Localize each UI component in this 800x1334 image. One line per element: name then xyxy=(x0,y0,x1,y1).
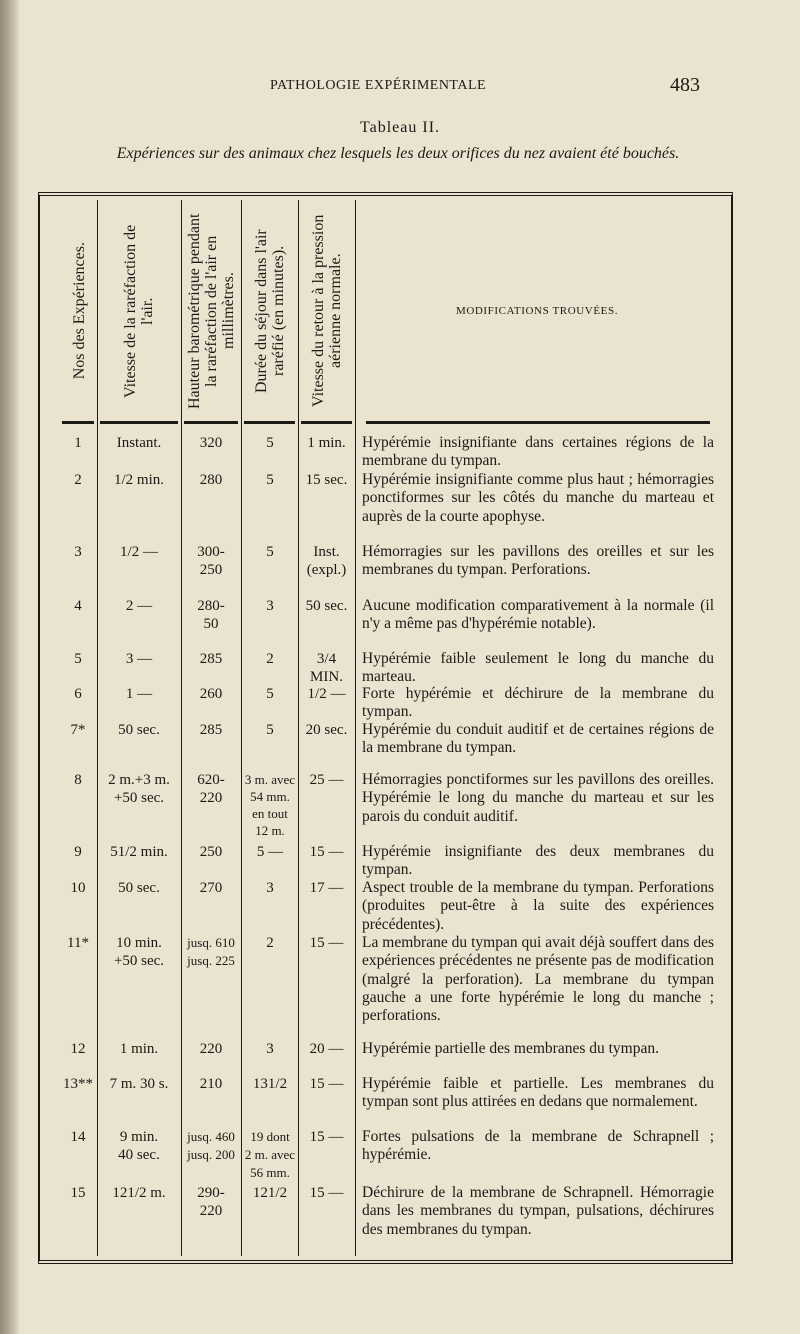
cell-hauteur: 300- 250 xyxy=(197,544,225,578)
cell-modifications: Fortes pulsations de la membrane de Schrapnell ; hypérémie. xyxy=(362,1128,714,1164)
cell-modifications: Hypérémie faible seulement le long du manche du marteau. xyxy=(362,650,714,686)
cell-retour: 17 — xyxy=(309,880,344,896)
cell-vitesse: 1 — xyxy=(125,686,153,702)
cell-hauteur: jusq. 460 jusq. 200 xyxy=(187,1129,235,1162)
cell-modifications: Hémorragies sur les pavillons des oreilles et sur les membranes du tympan. Perforations. xyxy=(362,543,714,579)
cell-modifications: Aspect trouble de la membrane du tympan. Perforations (produites peut-être à la suite des expériences précédentes). xyxy=(362,879,714,933)
cell-modifications: Hémorragies ponctiformes sur les pavillons des oreilles. Hypérémie le long du manche du marteau et sur les parois du conduit auditif. xyxy=(362,771,714,825)
cell-hauteur: 620- 220 xyxy=(197,772,225,806)
cell-retour: 25 — xyxy=(309,772,344,788)
column-header-modifications xyxy=(362,205,712,417)
cell-duree: 19 dont 2 m. avec 56 mm. xyxy=(244,1129,296,1180)
cell-hauteur: 290- 220 xyxy=(197,1185,225,1219)
column-header-no-label: Nos des Expériences. xyxy=(70,242,88,380)
cell-retour: 15 — xyxy=(309,844,344,860)
cell-hauteur: 270 xyxy=(199,880,223,896)
cell-vitesse: 7 m. 30 s. xyxy=(109,1076,169,1092)
cell-vitesse: Instant. xyxy=(116,435,162,451)
cell-duree: 2 xyxy=(266,651,274,667)
cell-vitesse: 10 min. +50 sec. xyxy=(113,935,165,969)
cell-modifications: La membrane du tympan qui avait déjà souffert dans des expériences précédentes ne présente pas de modification (malgré la perforation). La membrane du tympan gauche a une forte hypérémie le long du manche ; perforations. xyxy=(362,934,714,1025)
cell-number: 5 xyxy=(74,651,82,667)
cell-retour: 20 — xyxy=(309,1041,344,1057)
cell-hauteur: 320 xyxy=(199,435,223,451)
cell-number: 3 xyxy=(74,544,82,560)
cell-hauteur: 285 xyxy=(199,722,223,738)
cell-modifications: Hypérémie insignifiante dans certaines régions de la membrane du tympan. xyxy=(362,434,714,470)
cell-duree: 3 xyxy=(266,1041,274,1057)
column-header-retour xyxy=(299,205,355,417)
cell-retour: 1 min. xyxy=(307,435,346,451)
cell-number: 15 xyxy=(70,1185,86,1201)
cell-duree: 5 xyxy=(266,686,274,702)
page-number: 483 xyxy=(670,74,700,96)
cell-vitesse: 2 m.+3 m. +50 sec. xyxy=(108,772,170,806)
column-header-hauteur-label: Hauteur barométrique pendant la raréfaction de l'air en millimètres. xyxy=(185,213,237,409)
column-header-duree xyxy=(242,205,298,417)
cell-number: 6 xyxy=(74,686,82,702)
cell-hauteur: 220 xyxy=(199,1041,223,1057)
cell-number: 7* xyxy=(70,722,86,738)
header-rule xyxy=(301,421,352,424)
cell-modifications: Déchirure de la membrane de Schrapnell. Hémorragie dans les membranes du tympan, pulsations, déchirures des membranes du tympan. xyxy=(362,1184,714,1238)
cell-vitesse: 1/2 min. xyxy=(113,472,164,488)
column-header-vitesse-label: Vitesse de la raréfaction de l'air. xyxy=(122,224,156,398)
cell-modifications: Hypérémie insignifiante comme plus haut ; hémorragies ponctiformes sur les côtés du manche du marteau et auprès de la courte apophyse. xyxy=(362,471,714,525)
cell-hauteur: 260 xyxy=(199,686,223,702)
cell-duree: 5 xyxy=(266,435,274,451)
cell-retour: 15 — xyxy=(309,1185,344,1201)
cell-retour: 1/2 — xyxy=(307,686,346,702)
header-rule xyxy=(244,421,295,424)
cell-hauteur: jusq. 610 jusq. 225 xyxy=(187,935,235,968)
table-title: Tableau II. xyxy=(359,119,441,136)
cell-retour: 15 — xyxy=(309,1129,344,1145)
cell-vitesse: 1/2 — xyxy=(120,544,158,560)
cell-number: 1 xyxy=(74,435,82,451)
cell-duree: 3 m. avec 54 mm. en tout 12 m. xyxy=(244,772,296,838)
cell-hauteur: 280 xyxy=(199,472,223,488)
cell-duree: 5 xyxy=(266,722,274,738)
cell-vitesse: 9 min. 40 sec. xyxy=(118,1129,160,1163)
column-header-vitesse xyxy=(98,205,180,417)
cell-modifications: Hypérémie partielle des membranes du tympan. xyxy=(362,1040,659,1057)
cell-modifications: Aucune modification comparativement à la normale (il n'y a même pas d'hypérémie notable). xyxy=(362,597,714,633)
cell-number: 2 xyxy=(74,472,82,488)
cell-duree: 121/2 xyxy=(252,1185,288,1201)
cell-vitesse: 51/2 min. xyxy=(110,844,168,860)
cell-retour: 15 — xyxy=(309,935,344,951)
cell-vitesse: 2 — xyxy=(125,598,153,614)
cell-modifications: Hypérémie faible et partielle. Les membranes du tympan sont plus attirées en dedans que normalement. xyxy=(362,1075,714,1111)
cell-number: 9 xyxy=(74,844,82,860)
book-spine-shadow xyxy=(0,0,20,1334)
cell-duree: 5 xyxy=(266,544,274,560)
page-header xyxy=(0,74,800,104)
cell-number: 10 xyxy=(70,880,86,896)
header-rule xyxy=(100,421,178,424)
cell-modifications: Forte hypérémie et déchirure de la membrane du tympan. xyxy=(362,685,714,721)
cell-modifications: Hypérémie insignifiante des deux membranes du tympan. xyxy=(362,843,714,879)
cell-vitesse: 3 — xyxy=(125,651,153,667)
cell-vitesse: 121/2 m. xyxy=(112,1185,166,1201)
cell-number: 14 xyxy=(70,1129,86,1145)
column-header-hauteur xyxy=(182,205,240,417)
running-head: PATHOLOGIE EXPÉRIMENTALE xyxy=(270,78,487,93)
cell-number: 8 xyxy=(74,772,82,788)
cell-vitesse: 1 min. xyxy=(119,1041,159,1057)
cell-duree: 5 xyxy=(266,472,274,488)
column-divider xyxy=(355,200,356,1256)
cell-duree: 131/2 xyxy=(252,1076,288,1092)
cell-number: 13** xyxy=(63,1076,93,1092)
cell-modifications: Hypérémie du conduit auditif et de certaines régions de la membrane du tympan. xyxy=(362,721,714,757)
table-caption: Expériences sur des animaux chez lesquels les deux orifices du nez avaient été bouchés. xyxy=(116,145,680,162)
cell-retour: 20 sec. xyxy=(305,722,348,738)
cell-duree: 3 xyxy=(266,880,274,896)
cell-retour: 15 — xyxy=(309,1076,344,1092)
cell-hauteur: 280- 50 xyxy=(197,598,225,632)
cell-vitesse: 50 sec. xyxy=(118,722,160,738)
cell-retour: 50 sec. xyxy=(305,598,348,614)
header-rule xyxy=(62,421,94,424)
cell-hauteur: 210 xyxy=(199,1076,223,1092)
cell-hauteur: 285 xyxy=(199,651,223,667)
cell-number: 11* xyxy=(67,935,89,951)
cell-duree: 2 xyxy=(266,935,274,951)
header-rule xyxy=(366,421,710,424)
cell-duree: 3 xyxy=(266,598,274,614)
cell-retour: Inst. (expl.) xyxy=(306,544,347,578)
column-header-duree-label: Durée du séjour dans l'air raréfié (en minutes). xyxy=(253,229,287,393)
cell-number: 12 xyxy=(70,1041,86,1057)
column-header-retour-label: Vitesse du retour à la pression aérienne normale. xyxy=(310,214,344,408)
header-rule xyxy=(184,421,238,424)
cell-retour: 15 sec. xyxy=(305,472,348,488)
column-header-modifications-label: MODIFICATIONS TROUVÉES. xyxy=(455,305,619,317)
cell-vitesse: 50 sec. xyxy=(118,880,160,896)
cell-retour: 3/4 MIN. xyxy=(310,651,343,685)
cell-hauteur: 250 xyxy=(199,844,223,860)
cell-duree: 5 — xyxy=(256,844,284,860)
cell-number: 4 xyxy=(74,598,82,614)
column-header-no xyxy=(62,205,96,417)
